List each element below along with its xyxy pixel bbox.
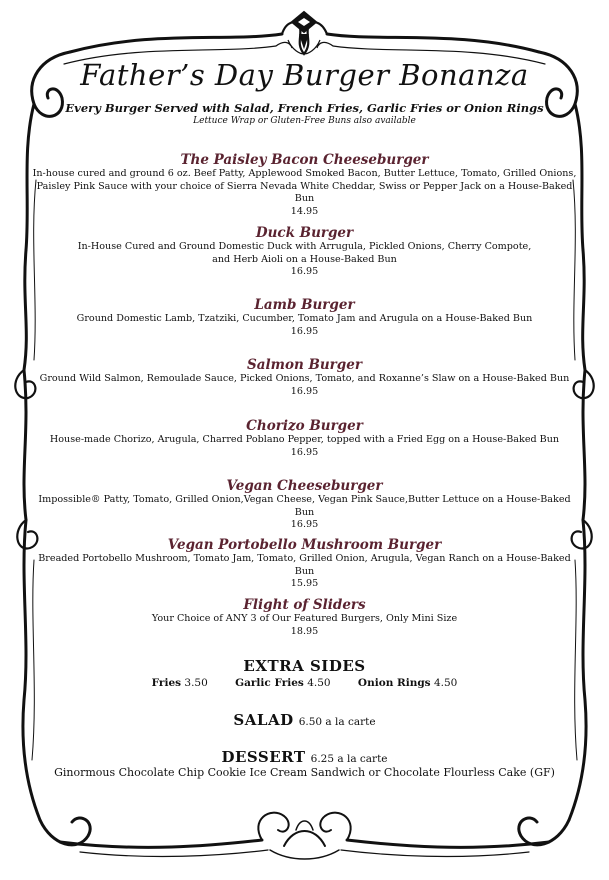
side-item	[235, 677, 330, 689]
menu-title: Father’s Day Burger Bonanza	[80, 58, 529, 92]
menu-item	[30, 537, 579, 590]
item-price: 16.95	[290, 266, 319, 277]
side-name: Onion Rings	[357, 677, 431, 689]
salad-section	[30, 710, 579, 729]
item-price: 14.95	[290, 205, 319, 217]
item-name: Flight of Sliders	[243, 597, 366, 613]
item-name: Vegan Cheeseburger	[226, 478, 383, 494]
item-description: Your Choice of ANY 3 of Our Featured Burgers, Only Mini Size	[151, 613, 458, 624]
item-name: Vegan Portobello Mushroom Burger	[167, 537, 442, 553]
item-price: 16.95	[290, 325, 319, 337]
side-name: Fries	[151, 677, 182, 689]
menu-item	[30, 418, 579, 459]
menu-item	[30, 152, 579, 218]
side-name: Garlic Fries	[235, 677, 304, 689]
item-price: 15.95	[290, 578, 319, 589]
menu-item	[30, 357, 579, 398]
item-description: and Herb Aioli on a House-Baked Bun	[212, 253, 397, 265]
menu-item	[30, 597, 579, 638]
item-description: In-House Cured and Ground Domestic Duck with Arrugula, Pickled Onions, Cherry Compote,	[77, 241, 532, 252]
side-item	[152, 677, 208, 689]
dessert-price: 6.25 a la carte	[310, 753, 388, 765]
dessert-section	[30, 747, 579, 780]
side-item	[358, 677, 457, 689]
menu-subnote: Lettuce Wrap or Gluten-Free Buns also available	[193, 116, 416, 126]
extra-sides-section	[30, 657, 579, 689]
extra-sides-heading: EXTRA SIDES	[243, 657, 366, 675]
item-name: Duck Burger	[255, 225, 354, 241]
menu-subtitle: Every Burger Served with Salad, French Fries, Garlic Fries or Onion Rings	[65, 101, 544, 115]
item-description: Paisley Pink Sauce with your choice of Sierra Nevada White Cheddar, Swiss or Pepper Jack on a House-Baked Bun	[36, 180, 573, 204]
item-name: Chorizo Burger	[246, 418, 363, 434]
dessert-description: Ginormous Chocolate Chip Cookie Ice Cream Sandwich or Chocolate Flourless Cake (GF)	[54, 766, 555, 779]
menu-item	[30, 297, 579, 338]
item-description: House-made Chorizo, Arugula, Charred Poblano Pepper, topped with a Fried Egg on a House-Baked Bun	[49, 434, 560, 445]
item-price: 16.95	[290, 519, 319, 530]
item-price: 18.95	[290, 625, 319, 637]
item-description: In-house cured and ground 6 oz. Beef Patty, Applewood Smoked Bacon, Butter Lettuce, Tomato, Grilled Onions,	[32, 168, 577, 179]
item-name: Lamb Burger	[254, 297, 355, 313]
salad-price: 6.50 a la carte	[298, 716, 376, 728]
side-price: 3.50	[184, 677, 208, 689]
item-price: 16.95	[290, 385, 319, 397]
item-name: Salmon Burger	[247, 357, 362, 373]
item-description: Ground Wild Salmon, Remoulade Sauce, Picked Onions, Tomato, and Roxanne’s Slaw on a House-Baked Bun	[39, 373, 570, 384]
item-description: Ground Domestic Lamb, Tzatziki, Cucumber, Tomato Jam and Arugula on a House-Baked Bun	[76, 313, 533, 324]
item-description: Impossible® Patty, Tomato, Grilled Onion,Vegan Cheese, Vegan Pink Sauce,Butter Lettuce on a House-Baked Bun	[38, 494, 571, 518]
side-price: 4.50	[307, 677, 331, 689]
dessert-heading: DESSERT	[221, 748, 306, 766]
menu-item	[30, 225, 579, 278]
item-price: 16.95	[290, 446, 319, 458]
menu-item	[30, 478, 579, 531]
salad-heading: SALAD	[233, 711, 294, 729]
item-name: The Paisley Bacon Cheeseburger	[180, 152, 429, 168]
side-price: 4.50	[433, 677, 458, 689]
item-description: Breaded Portobello Mushroom, Tomato Jam, Tomato, Grilled Onion, Arugula, Vegan Ranch on a House-Baked Bun	[38, 553, 571, 577]
sides-list	[30, 677, 579, 689]
